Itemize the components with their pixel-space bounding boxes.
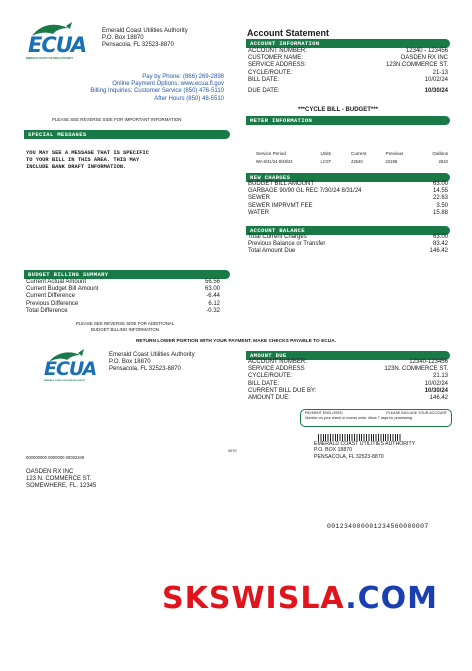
contact-block	[20, 74, 224, 103]
include-account-label: PLEASE INCLUDE YOUR ACCOUNT	[386, 411, 447, 415]
account-balance-heading: ACCOUNT BALANCE	[246, 226, 450, 235]
charge-row: SEWER IMPRVMT FEE 3.50	[248, 202, 448, 209]
budget-row: Current Actual Amount 56.56	[26, 279, 220, 285]
company-address	[102, 28, 188, 50]
budget-note: PLEASE SEE REVERSE SIDE FOR ADDITIONAL BUDGET BILLING INFORMATION	[75, 321, 175, 332]
meter-table-header: Service Period Units Current Previous Gallons	[256, 151, 448, 156]
postal-barcode	[318, 434, 402, 441]
after-hours: After Hours (850) 48-5510	[154, 95, 224, 102]
customer-street: 123 N. COMMERCE ST.	[26, 476, 92, 483]
pay-by-phone: Pay by Phone: (866) 269-2898	[142, 74, 224, 80]
charge-row: GARBAGE 90/90 GL REC 7/30/24 8/31/24 14.55	[248, 188, 448, 195]
stub-po-box: P.O. Box 18870	[109, 359, 151, 366]
remit-po-box: P.O. BOX 18870	[314, 447, 352, 454]
small-code: 0070	[228, 449, 237, 453]
stub-rows	[248, 359, 448, 402]
customer-name-row: CUSTOMER NAME: OASDEN RX INC	[248, 55, 448, 62]
stub-row: AMOUNT DUE: 146.42	[248, 395, 448, 402]
online-payment[interactable]: Online Payment Options: www.ecua.fl.gov	[112, 81, 224, 88]
customer-city: SOMEWHERE, FL. 12345	[26, 483, 97, 490]
company-po-box: P.O. Box 18870	[102, 35, 144, 42]
remit-name: EMERALD COAST UTILITIES AUTHORITY	[314, 441, 416, 447]
logo-wordmark: ECUA	[28, 33, 87, 57]
due-date-row: DUE DATE: 10/30/24	[248, 88, 448, 95]
charges-rows	[248, 181, 448, 217]
stub-company-address	[109, 352, 195, 374]
stub-row: BILL DATE: 10/02/24	[248, 380, 448, 387]
amount-due-heading: AMOUNT DUE	[246, 351, 450, 360]
budget-summary-heading: BUDGET BILLING SUMMARY	[24, 270, 230, 279]
meter-table-row: WA 8/31/24 9/28/24 LCST 22540 22198 2842	[256, 159, 448, 165]
stub-ecua-logo	[44, 348, 97, 388]
page-title: Account Statement	[247, 28, 330, 38]
balance-row: Previous Balance or Transfer 83.42	[248, 241, 448, 248]
ocr-scan-line: 001234000001234560000007	[327, 523, 429, 530]
special-messages-heading: SPECIAL MESSAGES	[24, 130, 230, 139]
meter-table	[256, 151, 448, 166]
balance-row: Total Amount Due 146.42	[248, 248, 448, 255]
budget-row: Current Budget Bill Amount 63.00	[26, 286, 220, 293]
budget-row: Current Difference -6.44	[26, 293, 220, 300]
company-city: Pensacola, FL 32523-8870	[102, 42, 174, 49]
ecua-logo	[26, 20, 87, 66]
stub-row: CYCLE/ROUTE: 21.13	[248, 373, 448, 380]
stub-logo-subtitle: EMERALD COAST UTILITIES AUTHORITY	[44, 380, 86, 382]
bill-date-row: BILL DATE: 10/02/24	[248, 76, 448, 83]
stub-row: SERVICE ADDRESS 123N. COMMERCE ST.	[248, 366, 448, 373]
customer-mailing-address	[26, 469, 96, 491]
cycle-bill-note: ***CYCLE BILL - BUDGET***	[298, 107, 378, 113]
return-note: RETURN LOWER PORTION WITH YOUR PAYMENT. MAKE CHECKS PAYABLE TO ECUA.	[135, 339, 337, 344]
customer-name: OASDEN RX INC	[26, 469, 74, 475]
account-number-row: ACCOUNT NUMBER: 12340 - 123456	[248, 48, 448, 54]
payment-enclosed-box[interactable]	[300, 409, 452, 427]
stub-city: Pensacola, FL 32523-8870	[109, 366, 181, 373]
stub-row: CURRENT BILL DUE BY: 10/30/24	[248, 387, 448, 394]
balance-row: Total Current Charges 63.00	[248, 234, 448, 240]
new-charges-heading: NEW CHARGES	[246, 173, 450, 182]
payment-instructions: Number on your check or money order. Allow 7 days for processing	[305, 415, 412, 420]
watermark: SKSWISLA.COM	[162, 581, 438, 616]
budget-row: Previous Difference 6.12	[26, 300, 220, 307]
charge-row: BUDGET BILL AMOUNT 63.00	[248, 181, 448, 187]
remit-city: PENSACOLA, FL 32523-8870	[314, 453, 384, 460]
payment-enclosed-label: PAYMENT ENCLOSED	[305, 411, 343, 415]
billing-inquiries: Billing Inquiries: Customer Service (850) 476-5110	[90, 88, 224, 95]
meter-info-heading: METER INFORMATION	[246, 116, 450, 125]
charge-row: SEWER 22.63	[248, 195, 448, 202]
budget-rows	[26, 279, 220, 315]
special-message-text: YOU MAY SEE A MESSAGE THAT IS SPECIFIC TO YOUR BILL IN THIS AREA. THIS MAY INCLUDE BANK DRAFT INFORMATION.	[26, 150, 149, 170]
see-reverse-note: PLEASE SEE REVERSE SIDE FOR IMPORTANT INFORMATION	[52, 117, 182, 122]
account-info-heading: ACCOUNT INFORMATION	[246, 39, 450, 48]
stub-company-name: Emerald Coast Utilities Authority	[109, 352, 195, 358]
account-info-rows	[248, 48, 448, 95]
cycle-route-row: CYCLE/ROUTE: 21-13	[248, 69, 448, 76]
charge-row: WATER 15.88	[248, 209, 448, 216]
logo-subtitle: EMERALD COAST UTILITIES AUTHORITY	[26, 57, 74, 60]
budget-row: Total Difference -0.32	[26, 307, 220, 314]
balance-rows	[248, 234, 448, 256]
service-address-row: SERVICE ADDRESS: 123N.COMMERCE ST.	[248, 62, 448, 69]
scan-code: 000000000 0000000 00002349	[26, 455, 85, 460]
remit-address	[314, 441, 415, 460]
stub-logo-wordmark: ECUA	[44, 358, 97, 380]
stub-row: ACCOUNT NUMBER: 12340-123456	[248, 359, 448, 365]
watermark-suffix: .COM	[345, 581, 438, 616]
company-name: Emerald Coast Utilities Authority	[102, 28, 188, 34]
